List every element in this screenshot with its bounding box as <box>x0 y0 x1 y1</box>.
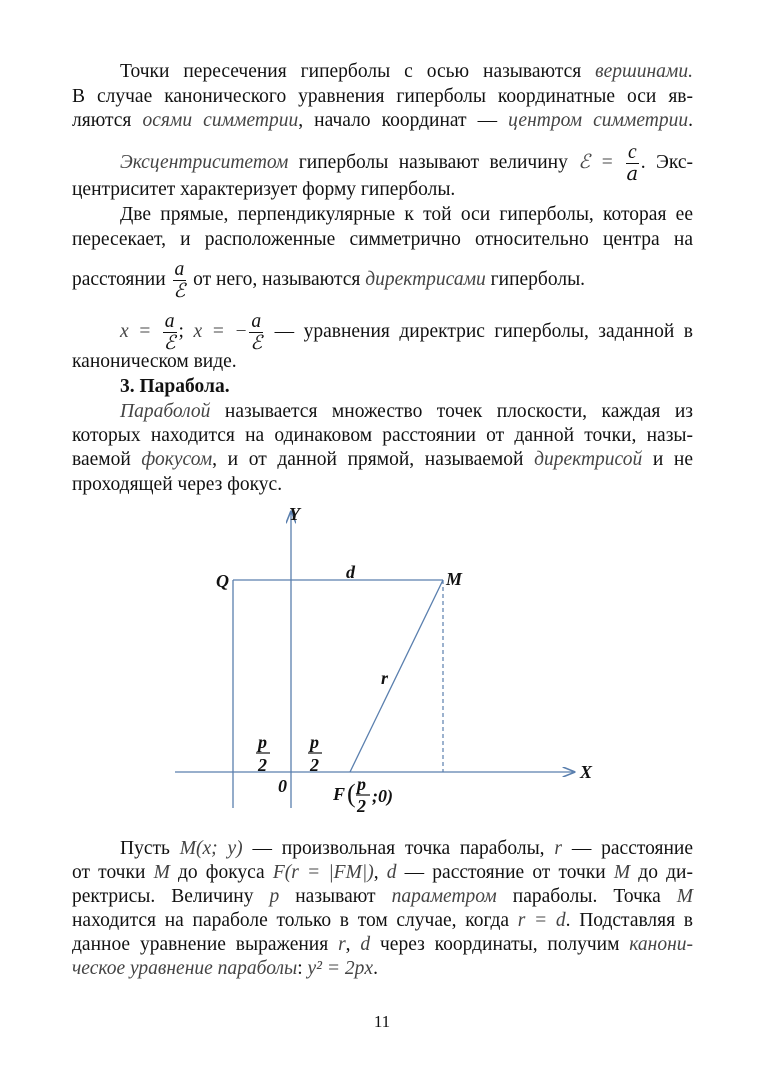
text-run: . <box>688 110 693 131</box>
text-run: , <box>345 934 361 955</box>
italic-term: осями симметрии <box>142 110 299 131</box>
text-run: каноническом виде. <box>72 351 237 372</box>
italic-term: Параболой <box>120 401 211 422</box>
y-axis-label: Y <box>289 504 300 524</box>
italic-term: директрисами <box>365 268 486 290</box>
text-run: ваемой <box>72 449 142 470</box>
text-run: расстоянии <box>72 268 171 290</box>
fraction-numerator: a <box>164 311 175 332</box>
text-run: гиперболы называют величину <box>288 151 579 173</box>
text-run: , начало координат — <box>298 110 509 131</box>
text-run: находится на параболе только в том случае, когда <box>72 910 518 931</box>
fraction-denominator: ℰ <box>173 279 186 302</box>
italic-term: p <box>269 886 280 907</box>
italic-term: ℰ = <box>578 151 625 173</box>
italic-term: r <box>338 934 346 955</box>
text-run: . Экс- <box>640 151 693 173</box>
text-run: от него, называются <box>188 268 366 290</box>
italic-term: r = d <box>517 910 566 931</box>
p-half-left-num: p <box>258 732 267 752</box>
text-run: до ди- <box>630 862 693 883</box>
italic-term: r <box>554 838 562 859</box>
italic-term: вершинами. <box>595 61 693 82</box>
text-run: . Подставляя в <box>565 910 693 931</box>
text-run: гиперболы. <box>485 268 586 290</box>
text-run: называют <box>279 886 392 907</box>
point-q-label: Q <box>216 571 229 591</box>
italic-term: y² = 2px <box>307 958 374 979</box>
distance-r-line <box>350 580 443 772</box>
fraction-numerator: a <box>251 311 262 332</box>
text-run: данное уравнение выражения <box>72 934 339 955</box>
fraction-numerator: a <box>174 259 185 280</box>
r-label: r <box>381 668 389 688</box>
text-run: — произвольная точка параболы, <box>242 838 555 859</box>
italic-term: M(x; y) <box>179 838 243 859</box>
italic-term: d <box>386 862 397 883</box>
italic-term: x = <box>120 320 161 342</box>
text-run: ляются <box>72 110 143 131</box>
italic-term: директрисой <box>534 449 643 470</box>
focus-p-den: 2 <box>357 796 366 816</box>
italic-term: центром симметрии <box>508 110 689 131</box>
origin-label: 0 <box>278 776 287 796</box>
italic-term: M <box>676 886 693 907</box>
x-axis-label: X <box>580 762 593 782</box>
text-run: через координаты, получим <box>370 934 630 955</box>
italic-term: параметром <box>391 886 497 907</box>
text-run: ; <box>178 320 194 342</box>
text-run: В случае канонического уравнения гиперболы координатные оси яв- <box>72 86 693 107</box>
text-run: пересекает, и расположенные симметрично относительно центра на <box>72 229 693 250</box>
p-half-right-num: p <box>310 732 319 752</box>
text-run: — расстояние <box>561 838 694 859</box>
italic-term: канони- <box>629 934 694 955</box>
text-run: ректрисы. Величину <box>72 886 270 907</box>
italic-term: x = − <box>193 320 248 342</box>
text-run: Пусть <box>120 838 180 859</box>
text-run: проходящей через фокус. <box>72 474 283 495</box>
italic-term: фокусом <box>141 449 213 470</box>
text-run: и не <box>642 449 693 470</box>
italic-term: M <box>153 862 170 883</box>
focus-coord-end: ;0) <box>372 786 393 806</box>
text-run: , и от данной прямой, называемой <box>212 449 535 470</box>
italic-term: F(r = |FM|) <box>272 862 374 883</box>
text-run: : <box>297 958 308 979</box>
d-label: d <box>346 562 355 582</box>
section-heading: 3. Парабола. <box>120 376 230 397</box>
text-run: центриситет характеризует форму гиперболы. <box>72 179 456 200</box>
focus-label: F <box>333 784 346 804</box>
focus-open-paren: ( <box>347 779 356 808</box>
text-run: . <box>373 958 378 979</box>
p-half-right-den: 2 <box>310 755 319 775</box>
text-run: до фокуса <box>169 862 273 883</box>
italic-term: M <box>613 862 631 883</box>
italic-term: ческое уравнение параболы <box>72 958 298 979</box>
text-run: параболы. Точка <box>496 886 677 907</box>
italic-term: Эксцентриситетом <box>120 151 289 173</box>
p-half-left-den: 2 <box>258 755 267 775</box>
text-run: называется множество точек плоскости, каждая из <box>210 401 693 422</box>
fraction-denominator: a <box>626 162 639 185</box>
text-run: Точки пересечения гиперболы с осью называются <box>120 61 596 82</box>
focus-p-num: p <box>357 774 366 794</box>
text-run: , <box>373 862 387 883</box>
text-run: которых находится на одинаковом расстоянии от данной точки, назы- <box>72 425 693 446</box>
page-number: 11 <box>373 1012 391 1031</box>
text-run: — уравнения директрис гиперболы, заданной в <box>265 320 693 342</box>
italic-term: d <box>360 934 371 955</box>
fraction-denominator: ℰ <box>250 331 263 354</box>
point-m-label: M <box>446 569 463 589</box>
text-run: от точки <box>72 862 154 883</box>
text-run: Две прямые, перпендикулярные к той оси гиперболы, которая ее <box>120 204 693 225</box>
fraction-numerator: c <box>628 142 637 163</box>
text-run: — расстояние от точки <box>396 862 614 883</box>
fraction-denominator: ℰ <box>163 331 176 354</box>
